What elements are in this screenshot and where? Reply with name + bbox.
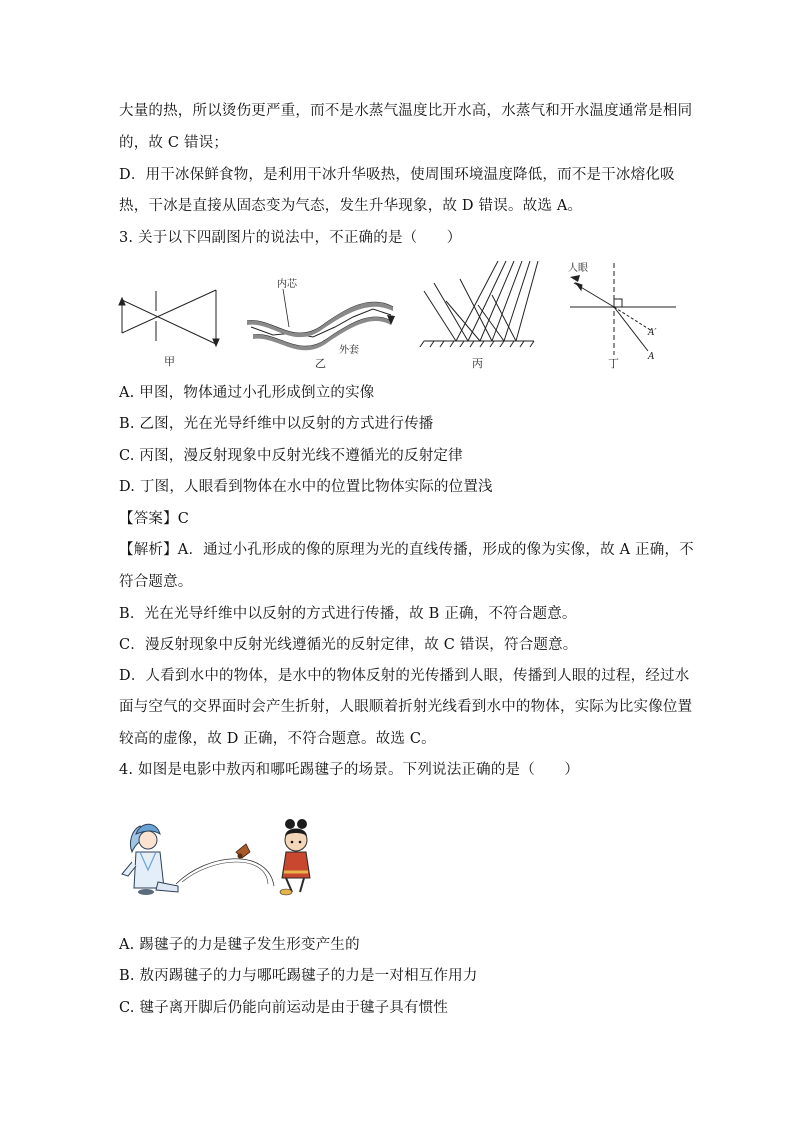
- analysis-line: 【解析】A．通过小孔形成的像的原理为光的直线传播，形成的像为实像，故 A 正确，不: [119, 542, 694, 558]
- figure-yi-cladding-label: 外套: [339, 345, 359, 356]
- figure-ding-a-prime-label: A′: [648, 328, 657, 338]
- shuttlecock-cartoon-image: [118, 812, 318, 902]
- figure-yi-core-label: 内芯: [277, 279, 297, 290]
- analysis-line: 面与空气的交界面时会产生折射，人眼顺着折射光线看到水中的物体，实际为比实像位置: [119, 699, 693, 715]
- text-line: 大量的热，所以烫伤更严重，而不是水蒸气温度比开水高，水蒸气和开水温度通常是相同: [119, 103, 693, 119]
- text-line: D．用干冰保鲜食物，是利用干冰升华吸热，使周围环境温度降低，而不是干冰熔化吸: [119, 167, 675, 183]
- figure-ding-eye-label: 人眼: [568, 263, 588, 274]
- question-3-option-b: B. 乙图，光在光导纤维中以反射的方式进行传播: [119, 416, 434, 432]
- analysis-line: C．漫反射现象中反射光线遵循光的反射定律，故 C 错误，符合题意。: [119, 637, 578, 653]
- figure-yi-caption: 乙: [315, 357, 326, 370]
- analysis-line: B．光在光导纤维中以反射的方式进行传播，故 B 正确，不符合题意。: [119, 606, 577, 622]
- figure-jia-pinhole: [118, 255, 228, 368]
- analysis-line: 符合题意。: [119, 574, 193, 590]
- analysis-line: 较高的虚像，故 D 正确，不符合题意。故选 C。: [119, 731, 436, 747]
- figure-jia-caption: 甲: [164, 355, 175, 368]
- figure-bing-diffuse-reflection: [420, 255, 540, 370]
- shuttlecock: [236, 844, 250, 859]
- question-4-stem: 4. 如图是电影中敖丙和哪吒踢毽子的场景。下列说法正确的是（ ）: [119, 762, 580, 778]
- figure-ding-refraction: [568, 255, 678, 370]
- figure-yi-optical-fiber: [243, 255, 393, 370]
- figure-ding-caption: 丁: [608, 357, 619, 370]
- character-ao-bing: [122, 824, 178, 895]
- question-3-option-a: A. 甲图，物体通过小孔形成倒立的实像: [119, 385, 375, 401]
- question-3-figures: [110, 255, 680, 375]
- analysis-line: D．人看到水中的物体，是水中的物体反射的光传播到人眼，传播到人眼的过程，经过水: [119, 668, 690, 684]
- question-4-option-a: A. 踢毽子的力是毽子发生形变产生的: [119, 937, 360, 953]
- question-3-option-c: C. 丙图，漫反射现象中反射光线不遵循光的反射定律: [119, 448, 463, 464]
- character-ne-zha: [280, 819, 310, 895]
- figure-bing-caption: 丙: [472, 357, 483, 370]
- text-line: 的，故 C 错误；: [119, 135, 229, 151]
- text-line: 热，干冰是直接从固态变为气态，发生升华现象，故 D 错误。故选 A。: [119, 198, 583, 214]
- question-3-stem: 3. 关于以下四副图片的说法中，不正确的是（ ）: [119, 230, 462, 246]
- question-4-option-c: C. 毽子离开脚后仍能向前运动是由于毽子具有惯性: [119, 1000, 449, 1016]
- question-3-answer: 【答案】C: [119, 511, 190, 527]
- question-3-option-d: D. 丁图，人眼看到物体在水中的位置比物体实际的位置浅: [119, 479, 493, 495]
- question-4-option-b: B. 敖丙踢毽子的力与哪吒踢毽子的力是一对相互作用力: [119, 968, 478, 984]
- figure-ding-a-label: A: [648, 352, 655, 362]
